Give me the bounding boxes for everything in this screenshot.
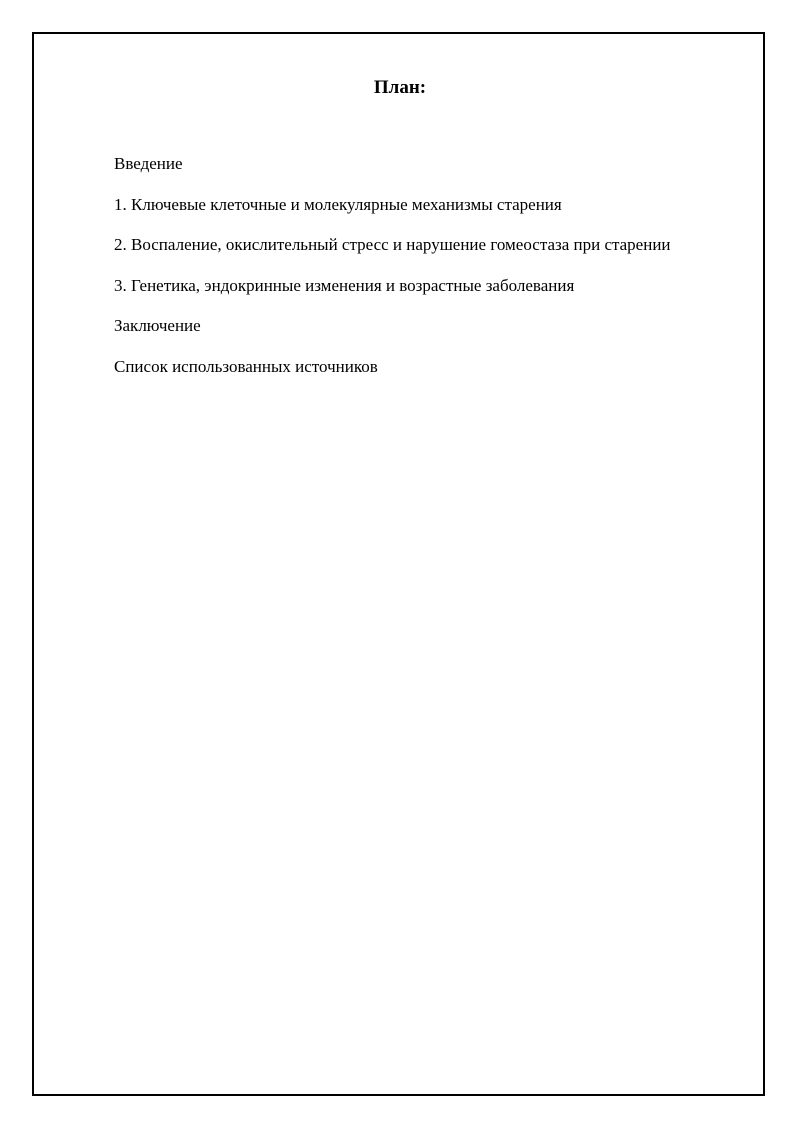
page-title: План:: [373, 77, 427, 98]
toc-item-chapter-2: 2. Воспаление, окислительный стресс и нарушение гомеостаза при старении: [114, 235, 671, 254]
toc-item-chapter-3: 3. Генетика, эндокринные изменения и возрастные заболевания: [114, 275, 575, 295]
toc-item-introduction: Введение: [114, 154, 183, 173]
toc-item-chapter-1: 1. Ключевые клеточные и молекулярные механизмы старения: [114, 194, 562, 214]
toc-item-references: Список использованных источников: [114, 356, 378, 376]
toc-item-conclusion: Заключение: [114, 316, 201, 335]
table-of-contents: [114, 153, 671, 396]
